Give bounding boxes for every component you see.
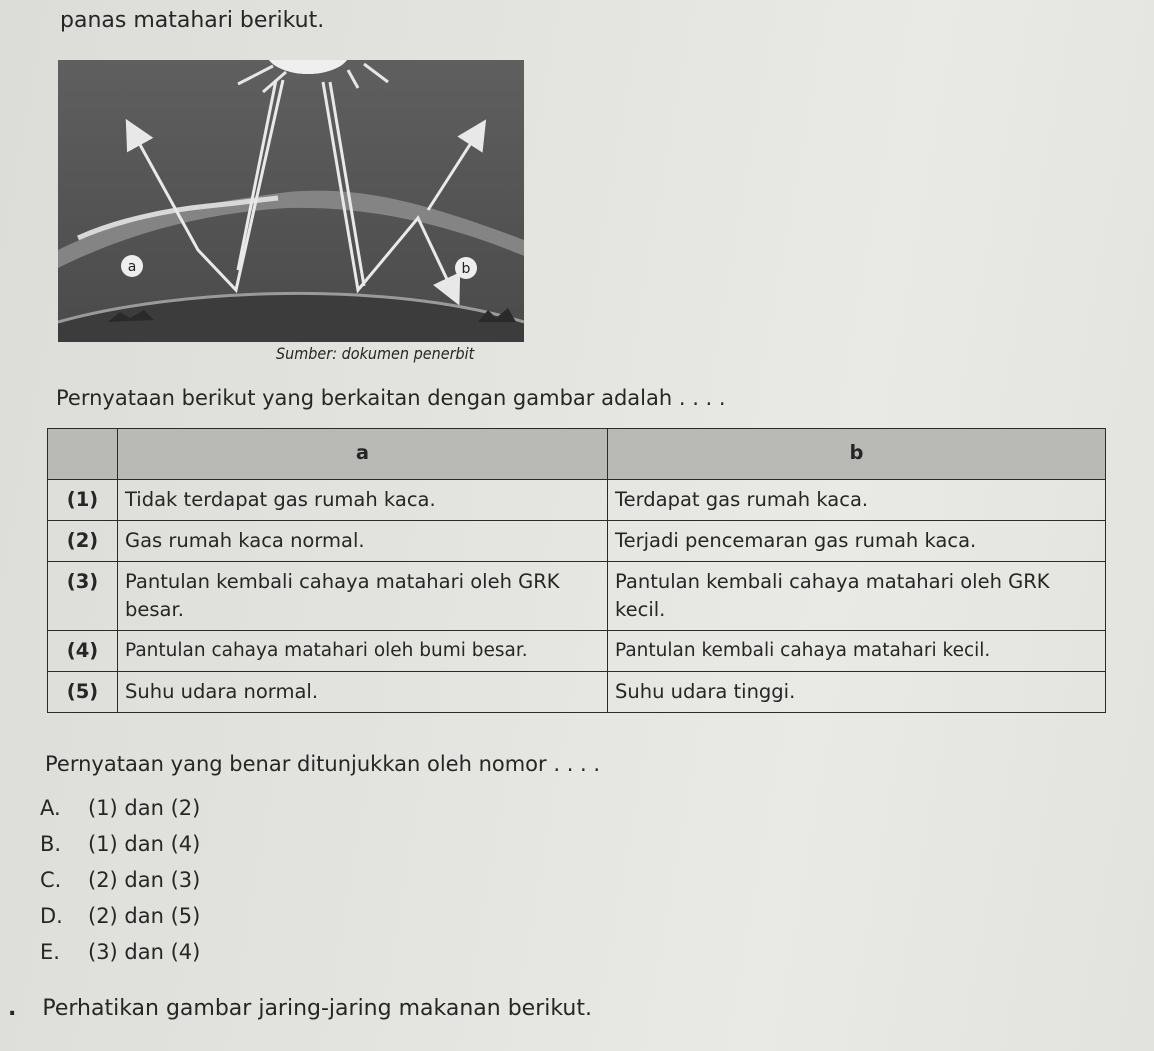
- row-number: (4): [48, 631, 118, 672]
- table-row: [48, 631, 1106, 672]
- next-question-text: Perhatikan gambar jaring-jaring makanan berikut.: [42, 996, 592, 1021]
- cell-a: Pantulan kembali cahaya matahari oleh GRK besar.: [118, 562, 608, 631]
- option-a[interactable]: [40, 790, 200, 826]
- cell-a: Pantulan cahaya matahari oleh bumi besar.: [118, 631, 608, 672]
- cell-a: Tidak terdapat gas rumah kaca.: [118, 480, 608, 521]
- bullet-dot: .: [8, 996, 17, 1021]
- option-letter: E.: [40, 940, 60, 964]
- cell-a: Suhu udara normal.: [118, 672, 608, 713]
- label-b: b: [461, 261, 471, 277]
- option-letter: A.: [40, 796, 61, 820]
- header-a: a: [118, 429, 608, 480]
- table-row: [48, 521, 1106, 562]
- option-text: (1) dan (4): [88, 832, 201, 856]
- option-letter: C.: [40, 868, 62, 892]
- option-text: (3) dan (4): [88, 940, 201, 964]
- label-a: a: [127, 259, 137, 275]
- row-number: (3): [48, 562, 118, 631]
- caption-text: Sumber: dokumen penerbit: [276, 344, 475, 363]
- option-c[interactable]: [40, 862, 200, 898]
- row-number: (5): [48, 672, 118, 713]
- row-number: (2): [48, 521, 118, 562]
- option-text: (2) dan (3): [88, 868, 201, 892]
- option-b[interactable]: [40, 826, 200, 862]
- option-text: (2) dan (5): [88, 904, 201, 928]
- option-letter: D.: [40, 904, 63, 928]
- intro-text: panas matahari berikut.: [60, 8, 325, 33]
- header-num: [48, 429, 118, 480]
- table-row: [48, 672, 1106, 713]
- table-row: [48, 480, 1106, 521]
- greenhouse-figure: [58, 60, 524, 342]
- greenhouse-diagram: [58, 60, 524, 342]
- cell-a: Gas rumah kaca normal.: [118, 521, 608, 562]
- option-d[interactable]: [40, 898, 200, 934]
- option-letter: B.: [40, 832, 62, 856]
- question2-text: Pernyataan yang benar ditunjukkan oleh nomor . . . .: [45, 752, 601, 776]
- header-b: b: [608, 429, 1106, 480]
- row-number: (1): [48, 480, 118, 521]
- answer-options: [40, 790, 200, 970]
- cell-b: Pantulan kembali cahaya matahari kecil.: [608, 631, 1106, 672]
- option-e[interactable]: [40, 934, 200, 970]
- question-text: Pernyataan berikut yang berkaitan dengan gambar adalah . . . .: [56, 386, 726, 410]
- statement-table: [47, 428, 1106, 713]
- cell-b: Terdapat gas rumah kaca.: [608, 480, 1106, 521]
- table-row: [48, 562, 1106, 631]
- cell-b: Suhu udara tinggi.: [608, 672, 1106, 713]
- cell-b: Pantulan kembali cahaya matahari oleh GRK kecil.: [608, 562, 1106, 631]
- option-text: (1) dan (2): [88, 796, 201, 820]
- next-question: [8, 996, 592, 1021]
- figure-caption: [276, 344, 474, 363]
- table-header-row: [48, 429, 1106, 480]
- cell-b: Terjadi pencemaran gas rumah kaca.: [608, 521, 1106, 562]
